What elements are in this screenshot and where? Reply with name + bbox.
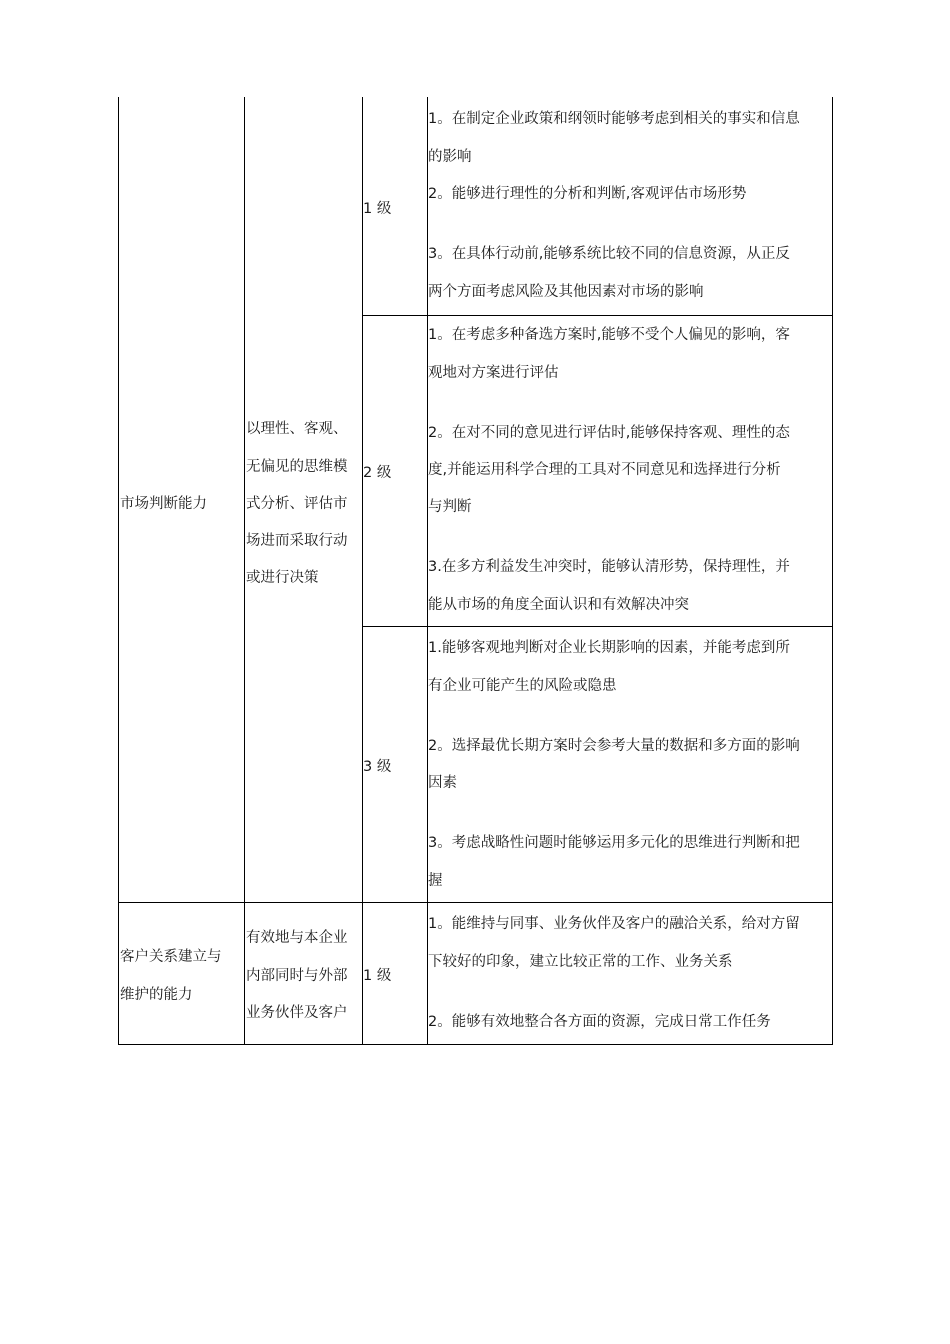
description-line: 3。考虑战略性问题时能够运用多元化的思维进行判断和把 xyxy=(428,835,800,851)
level-label: 1 级 xyxy=(363,968,392,984)
description-line: 2。能够进行理性的分析和判断,客观评估市场形势 xyxy=(428,186,747,202)
description-line: 度,并能运用科学合理的工具对不同意见和选择进行分析 xyxy=(428,462,781,478)
description-line: 3。在具体行动前,能够系统比较不同的信息资源，从正反 xyxy=(428,246,790,262)
grid-line xyxy=(362,315,833,316)
description-line: 与判断 xyxy=(428,499,472,515)
description-line: 1。在制定企业政策和纲领时能够考虑到相关的事实和信息 xyxy=(428,111,800,127)
grid-line xyxy=(118,1044,833,1045)
description-line: 的影响 xyxy=(428,149,472,165)
definition-line: 式分析、评估市 xyxy=(246,496,348,512)
competency-name-line: 客户关系建立与 xyxy=(120,949,222,965)
description-line: 1.能够客观地判断对企业长期影响的因素，并能考虑到所 xyxy=(428,640,790,656)
description-line: 握 xyxy=(428,873,443,889)
description-line: 2。选择最优长期方案时会参考大量的数据和多方面的影响 xyxy=(428,738,800,754)
description-line: 观地对方案进行评估 xyxy=(428,365,559,381)
level-label: 3 级 xyxy=(363,759,392,775)
grid-line xyxy=(362,626,833,627)
definition-line: 或进行决策 xyxy=(246,570,319,586)
definition-line: 以理性、客观、 xyxy=(246,421,348,437)
description-line: 两个方面考虑风险及其他因素对市场的影响 xyxy=(428,284,704,300)
definition-line: 业务伙伴及客户 xyxy=(246,1005,348,1021)
definition-line: 无偏见的思维模 xyxy=(246,459,348,475)
competency-name: 市场判断能力 xyxy=(120,496,207,512)
description-line: 2。在对不同的意见进行评估时,能够保持客观、理性的态 xyxy=(428,425,790,441)
definition-line: 场进而采取行动 xyxy=(246,533,348,549)
description-line: 3.在多方利益发生冲突时，能够认清形势，保持理性，并 xyxy=(428,559,790,575)
description-line: 1。在考虑多种备选方案时,能够不受个人偏见的影响，客 xyxy=(428,327,790,343)
description-line: 1。能维持与同事、业务伙伴及客户的融洽关系，给对方留 xyxy=(428,916,800,932)
grid-line xyxy=(118,902,833,903)
description-line: 能从市场的角度全面认识和有效解决冲突 xyxy=(428,597,689,613)
description-line: 因素 xyxy=(428,775,457,791)
definition-line: 内部同时与外部 xyxy=(246,968,348,984)
description-line: 有企业可能产生的风险或隐患 xyxy=(428,678,617,694)
competency-name-line: 维护的能力 xyxy=(120,987,193,1003)
description-line: 下较好的印象，建立比较正常的工作、业务关系 xyxy=(428,954,733,970)
description-line: 2。能够有效地整合各方面的资源，完成日常工作任务 xyxy=(428,1014,771,1030)
definition-line: 有效地与本企业 xyxy=(246,930,348,946)
level-label: 1 级 xyxy=(363,201,392,217)
level-label: 2 级 xyxy=(363,465,392,481)
